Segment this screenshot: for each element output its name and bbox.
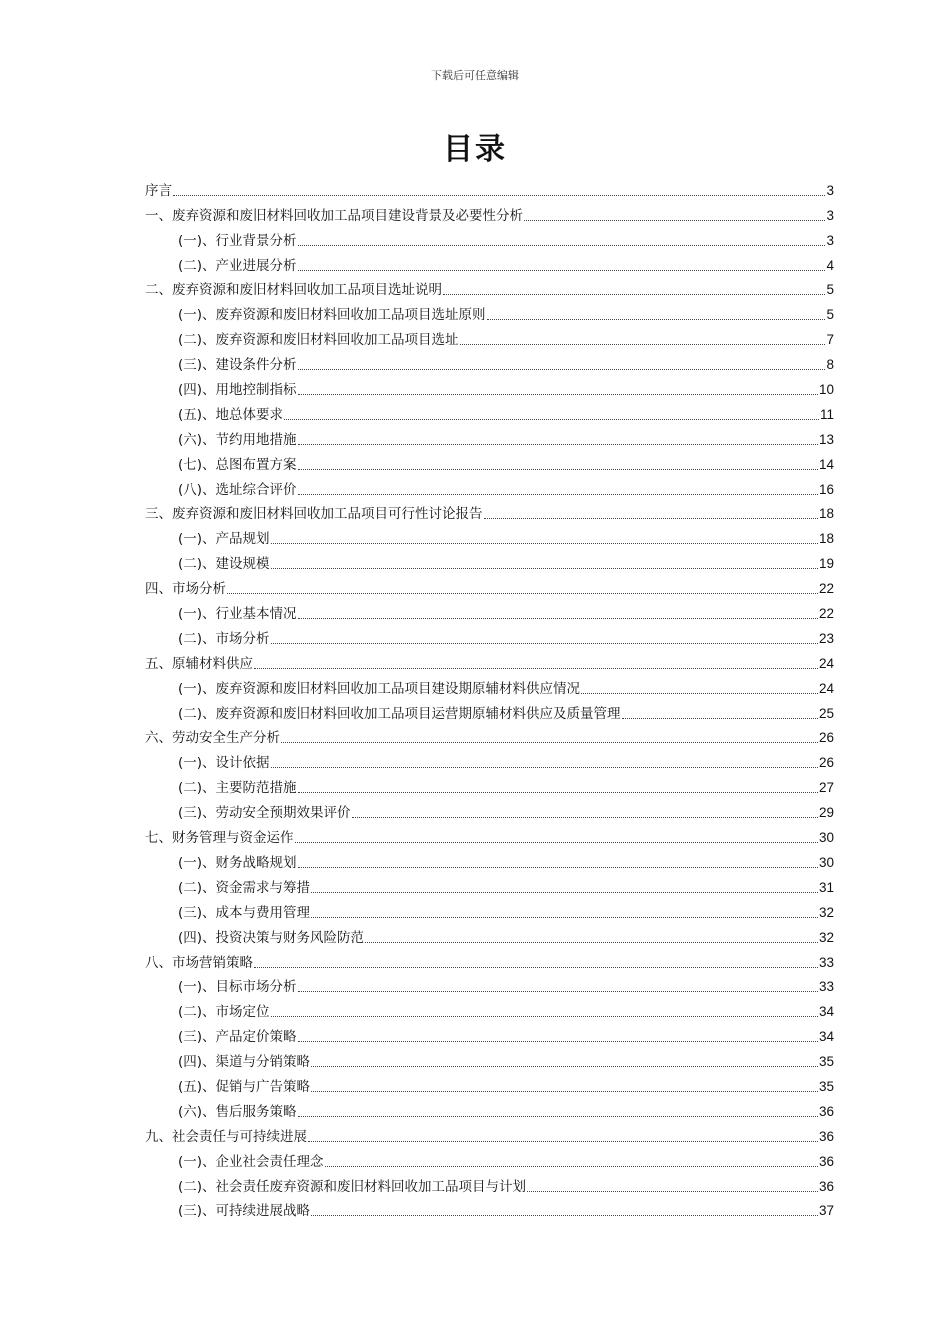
toc-entry-page: 18 xyxy=(818,531,834,547)
toc-dot-leader xyxy=(298,469,818,470)
toc-dot-leader xyxy=(352,817,818,818)
toc-entry[interactable] xyxy=(145,548,834,573)
toc-entry-page: 10 xyxy=(818,382,834,398)
toc-dot-leader xyxy=(298,245,826,246)
page-title: 目录 xyxy=(443,132,507,167)
toc-entry[interactable] xyxy=(145,399,834,424)
toc-entry-page: 37 xyxy=(818,1203,834,1219)
toc-entry-label: (二)、主要防范措施 xyxy=(178,780,297,797)
toc-dot-leader xyxy=(443,294,825,295)
toc-entry-label: (二)、建设规模 xyxy=(178,556,270,573)
toc-entry-label: 四、市场分析 xyxy=(145,581,226,598)
toc-entry-label: (一)、财务战略规划 xyxy=(178,854,297,871)
toc-entry-page: 7 xyxy=(826,332,834,348)
toc-entry-page: 5 xyxy=(826,282,834,298)
toc-entry[interactable] xyxy=(145,1171,834,1196)
toc-entry-label: (二)、社会责任废弃资源和废旧材料回收加工品项目与计划 xyxy=(178,1178,527,1195)
toc-entry[interactable] xyxy=(145,1071,834,1096)
toc-entry-page: 33 xyxy=(818,954,834,970)
toc-entry-label: 一、废弃资源和废旧材料回收加工品项目建设背景及必要性分析 xyxy=(145,207,523,224)
toc-entry-label: (二)、市场分析 xyxy=(178,630,270,647)
toc-dot-leader xyxy=(527,1191,818,1192)
toc-dot-leader xyxy=(295,842,818,843)
toc-entry-label: (二)、废弃资源和废旧材料回收加工品项目选址 xyxy=(178,332,459,349)
toc-entry-page: 36 xyxy=(818,1178,834,1194)
toc-dot-leader xyxy=(298,792,818,793)
toc-entry[interactable] xyxy=(145,1046,834,1071)
toc-dot-leader xyxy=(325,1166,818,1167)
toc-dot-leader xyxy=(254,967,818,968)
toc-entry-label: 五、原辅材料供应 xyxy=(145,655,253,672)
toc-dot-leader xyxy=(622,718,818,719)
toc-entry-page: 4 xyxy=(826,257,834,273)
toc-entry-label: (三)、成本与费用管理 xyxy=(178,904,311,921)
toc-entry[interactable] xyxy=(145,996,834,1021)
toc-entry[interactable] xyxy=(145,200,834,225)
toc-entry-page: 18 xyxy=(818,506,834,522)
toc-entry-label: (二)、市场定位 xyxy=(178,1004,270,1021)
toc-entry[interactable] xyxy=(145,225,834,250)
toc-entry[interactable] xyxy=(145,598,834,623)
toc-dot-leader xyxy=(271,568,818,569)
toc-entry-page: 24 xyxy=(818,680,834,696)
toc-entry[interactable] xyxy=(145,1196,834,1221)
toc-dot-leader xyxy=(484,518,818,519)
toc-entry[interactable] xyxy=(145,847,834,872)
toc-entry[interactable] xyxy=(145,275,834,300)
toc-dot-leader xyxy=(487,319,826,320)
toc-entry[interactable] xyxy=(145,747,834,772)
toc-entry[interactable] xyxy=(145,972,834,997)
toc-entry[interactable] xyxy=(145,623,834,648)
toc-entry-page: 34 xyxy=(818,1029,834,1045)
toc-dot-leader xyxy=(524,220,825,221)
toc-entry-page: 36 xyxy=(818,1128,834,1144)
toc-dot-leader xyxy=(298,270,826,271)
toc-entry-label: (一)、设计依据 xyxy=(178,755,270,772)
toc-entry[interactable] xyxy=(145,499,834,524)
toc-entry-page: 19 xyxy=(818,556,834,572)
toc-entry-label: 七、财务管理与资金运作 xyxy=(145,830,294,847)
toc-dot-leader xyxy=(298,991,818,992)
toc-entry[interactable] xyxy=(145,374,834,399)
toc-entry[interactable] xyxy=(145,922,834,947)
toc-dot-leader xyxy=(308,1141,818,1142)
toc-entry[interactable] xyxy=(145,573,834,598)
toc-entry-page: 23 xyxy=(818,630,834,646)
toc-entry[interactable] xyxy=(145,449,834,474)
toc-entry-label: (二)、资金需求与筹措 xyxy=(178,879,311,896)
toc-entry-page: 29 xyxy=(818,805,834,821)
toc-entry-label: (五)、促销与广告策略 xyxy=(178,1078,311,1095)
toc-entry-label: (三)、产品定价策略 xyxy=(178,1029,297,1046)
toc-dot-leader xyxy=(298,867,818,868)
toc-entry-label: (一)、行业基本情况 xyxy=(178,606,297,623)
toc-entry-page: 24 xyxy=(818,655,834,671)
toc-dot-leader xyxy=(271,1016,818,1017)
toc-entry[interactable] xyxy=(145,897,834,922)
toc-entry[interactable] xyxy=(145,349,834,374)
toc-entry-label: 三、废弃资源和废旧材料回收加工品项目可行性讨论报告 xyxy=(145,506,483,523)
toc-entry-label: (三)、建设条件分析 xyxy=(178,357,297,374)
toc-entry-page: 30 xyxy=(818,830,834,846)
toc-entry-label: (三)、劳动安全预期效果评价 xyxy=(178,805,351,822)
toc-entry-page: 30 xyxy=(818,854,834,870)
toc-dot-leader xyxy=(298,1116,818,1117)
toc-dot-leader xyxy=(311,1091,818,1092)
toc-dot-leader xyxy=(298,494,818,495)
toc-dot-leader xyxy=(298,618,818,619)
toc-entry-page: 36 xyxy=(818,1103,834,1119)
toc-entry[interactable] xyxy=(145,1096,834,1121)
toc-entry-label: (一)、废弃资源和废旧材料回收加工品项目建设期原辅材料供应情况 xyxy=(178,680,581,697)
toc-entry-page: 36 xyxy=(818,1153,834,1169)
header-note: 下载后可任意编辑 xyxy=(431,69,519,82)
toc-entry[interactable] xyxy=(145,175,834,200)
toc-entry-page: 34 xyxy=(818,1004,834,1020)
toc-dot-leader xyxy=(298,394,818,395)
toc-entry[interactable] xyxy=(145,698,834,723)
toc-entry-page: 26 xyxy=(818,730,834,746)
toc-entry[interactable] xyxy=(145,673,834,698)
toc-entry-page: 22 xyxy=(818,581,834,597)
toc-entry-page: 22 xyxy=(818,606,834,622)
toc-entry-label: 序言 xyxy=(145,182,172,199)
toc-entry-page: 3 xyxy=(826,232,834,248)
toc-entry-label: (七)、总图布置方案 xyxy=(178,456,297,473)
toc-dot-leader xyxy=(311,917,818,918)
toc-entry-label: (一)、目标市场分析 xyxy=(178,979,297,996)
toc-entry-page: 8 xyxy=(826,357,834,373)
toc-entry[interactable] xyxy=(145,424,834,449)
toc-entry-label: (六)、售后服务策略 xyxy=(178,1103,297,1120)
toc-entry-label: (四)、用地控制指标 xyxy=(178,382,297,399)
toc-entry-page: 3 xyxy=(826,182,834,198)
toc-entry-label: (八)、选址综合评价 xyxy=(178,481,297,498)
table-of-contents xyxy=(145,175,834,1220)
toc-dot-leader xyxy=(281,742,818,743)
toc-dot-leader xyxy=(311,1066,818,1067)
toc-entry-page: 33 xyxy=(818,979,834,995)
toc-dot-leader xyxy=(271,543,818,544)
toc-entry[interactable] xyxy=(145,1121,834,1146)
toc-dot-leader xyxy=(581,693,818,694)
toc-dot-leader xyxy=(271,643,818,644)
toc-entry-page: 14 xyxy=(818,456,834,472)
toc-entry-label: (五)、地总体要求 xyxy=(178,406,284,423)
toc-entry[interactable] xyxy=(145,872,834,897)
toc-entry[interactable] xyxy=(145,797,834,822)
toc-entry[interactable] xyxy=(145,324,834,349)
toc-dot-leader xyxy=(298,444,818,445)
toc-dot-leader xyxy=(173,195,825,196)
toc-entry-label: 八、市场营销策略 xyxy=(145,954,253,971)
toc-entry[interactable] xyxy=(145,947,834,972)
toc-dot-leader xyxy=(284,419,819,420)
toc-entry-label: 六、劳动安全生产分析 xyxy=(145,730,280,747)
toc-entry-page: 32 xyxy=(818,904,834,920)
toc-entry[interactable] xyxy=(145,299,834,324)
toc-entry[interactable] xyxy=(145,523,834,548)
toc-entry[interactable] xyxy=(145,822,834,847)
toc-entry-label: (二)、废弃资源和废旧材料回收加工品项目运营期原辅材料供应及质量管理 xyxy=(178,705,621,722)
toc-dot-leader xyxy=(311,892,818,893)
toc-entry-label: (一)、行业背景分析 xyxy=(178,232,297,249)
toc-entry-label: (一)、产品规划 xyxy=(178,531,270,548)
toc-entry[interactable] xyxy=(145,474,834,499)
toc-dot-leader xyxy=(365,942,818,943)
toc-entry-page: 13 xyxy=(818,431,834,447)
toc-entry-label: (三)、可持续进展战略 xyxy=(178,1203,311,1220)
toc-entry[interactable] xyxy=(145,648,834,673)
toc-dot-leader xyxy=(298,1041,818,1042)
toc-entry-page: 26 xyxy=(818,755,834,771)
toc-entry[interactable] xyxy=(145,723,834,748)
toc-entry-page: 16 xyxy=(818,481,834,497)
toc-dot-leader xyxy=(254,668,818,669)
toc-entry-page: 31 xyxy=(818,879,834,895)
toc-entry-label: (二)、产业进展分析 xyxy=(178,257,297,274)
toc-entry-page: 3 xyxy=(826,207,834,223)
toc-entry-page: 32 xyxy=(818,929,834,945)
toc-entry[interactable] xyxy=(145,250,834,275)
toc-dot-leader xyxy=(298,369,826,370)
toc-entry-page: 35 xyxy=(818,1078,834,1094)
toc-entry[interactable] xyxy=(145,1021,834,1046)
toc-entry-label: (一)、企业社会责任理念 xyxy=(178,1153,324,1170)
toc-entry-page: 11 xyxy=(819,406,834,422)
toc-entry-label: (六)、节约用地措施 xyxy=(178,431,297,448)
toc-dot-leader xyxy=(460,344,826,345)
toc-entry-page: 35 xyxy=(818,1054,834,1070)
toc-dot-leader xyxy=(271,767,818,768)
toc-entry-label: 二、废弃资源和废旧材料回收加工品项目选址说明 xyxy=(145,282,442,299)
toc-entry-page: 27 xyxy=(818,780,834,796)
toc-entry-label: (四)、渠道与分销策略 xyxy=(178,1054,311,1071)
toc-entry-label: (一)、废弃资源和废旧材料回收加工品项目选址原则 xyxy=(178,307,486,324)
toc-entry-page: 5 xyxy=(826,307,834,323)
toc-entry[interactable] xyxy=(145,772,834,797)
toc-entry[interactable] xyxy=(145,1146,834,1171)
toc-entry-page: 25 xyxy=(818,705,834,721)
toc-entry-label: (四)、投资决策与财务风险防范 xyxy=(178,929,365,946)
toc-dot-leader xyxy=(311,1215,818,1216)
toc-dot-leader xyxy=(227,593,818,594)
toc-entry-label: 九、社会责任与可持续进展 xyxy=(145,1128,307,1145)
